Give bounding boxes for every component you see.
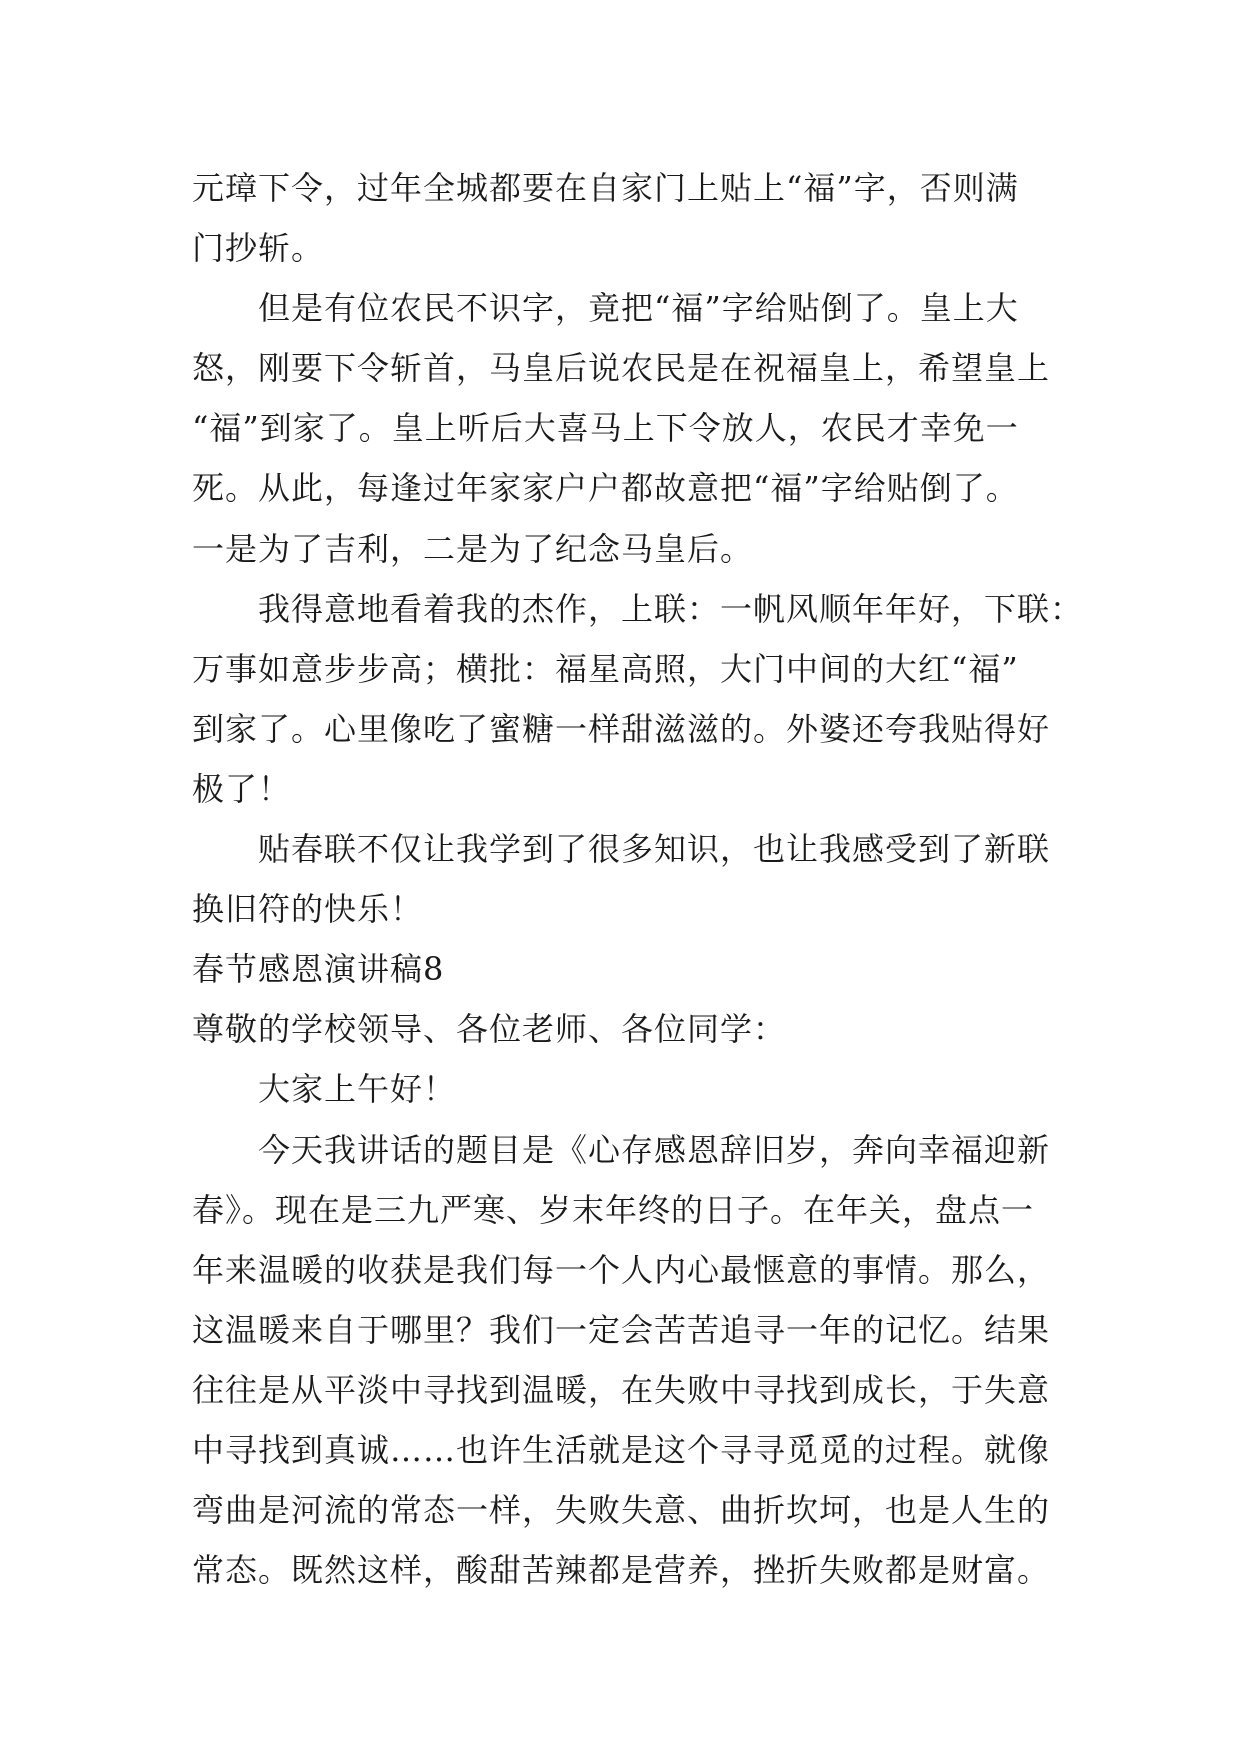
text-line: 往往是从平淡中寻找到温暖，在失败中寻找到成长，于失意 <box>192 1370 1051 1409</box>
text-line: 春》。现在是三九严寒、岁末年终的日子。在年关，盘点一 <box>192 1190 1035 1229</box>
text-line: 死。从此，每逢过年家家户户都故意把“福”字给贴倒了。 <box>192 469 1019 508</box>
text-line: 元璋下令，过年全城都要在自家门上贴上“福”字，否则满 <box>192 169 1019 207</box>
document-body <box>192 158 1082 1600</box>
paragraph-start-line: 今天我讲话的题目是《心存感恩辞旧岁，奔向幸福迎新 <box>258 1130 1051 1169</box>
text-line: 怒，刚要下令斩首，马皇后说农民是在祝福皇上，希望皇上 <box>192 349 1051 388</box>
section-title: 春节感恩演讲稿8 <box>192 950 445 989</box>
paragraph-start-line: 但是有位农民不识字，竟把“福”字给贴倒了。皇上大 <box>258 289 1019 328</box>
text-line: 弯曲是河流的常态一样，失败失意、曲折坎坷，也是人生的 <box>192 1491 1051 1530</box>
text-line: 常态。既然这样，酸甜苦辣都是营养，挫折失败都是财富。 <box>192 1551 1051 1590</box>
text-line: 这温暖来自于哪里？我们一定会苦苦追寻一年的记忆。结果 <box>192 1310 1051 1349</box>
text-line: 换旧符的快乐！ <box>192 890 424 929</box>
text-line: 门抄斩。 <box>192 229 325 268</box>
paragraph-start-line: 我得意地看着我的杰作，上联：一帆风顺年年好，下联： <box>258 589 1084 628</box>
text-line: 万事如意步步高；横批：福星高照，大门中间的大红“福” <box>192 649 1019 688</box>
text-line: 一是为了吉利，二是为了纪念马皇后。 <box>192 529 754 568</box>
text-line: “福”到家了。皇上听后大喜马上下令放人，农民才幸免一 <box>192 409 1019 448</box>
text-line: 极了！ <box>192 769 292 808</box>
text-line: 年来温暖的收获是我们每一个人内心最惬意的事情。那么， <box>192 1250 1051 1289</box>
greeting-line: 大家上午好！ <box>258 1070 457 1109</box>
text-line: 到家了。心里像吃了蜜糖一样甜滋滋的。外婆还夸我贴得好 <box>192 709 1051 748</box>
salutation-line: 尊敬的学校领导、各位老师、各位同学： <box>192 1010 787 1049</box>
paragraph-start-line: 贴春联不仅让我学到了很多知识，也让我感受到了新联 <box>258 830 1051 869</box>
text-line: 中寻找到真诚……也许生活就是这个寻寻觅觅的过程。就像 <box>192 1430 1051 1469</box>
